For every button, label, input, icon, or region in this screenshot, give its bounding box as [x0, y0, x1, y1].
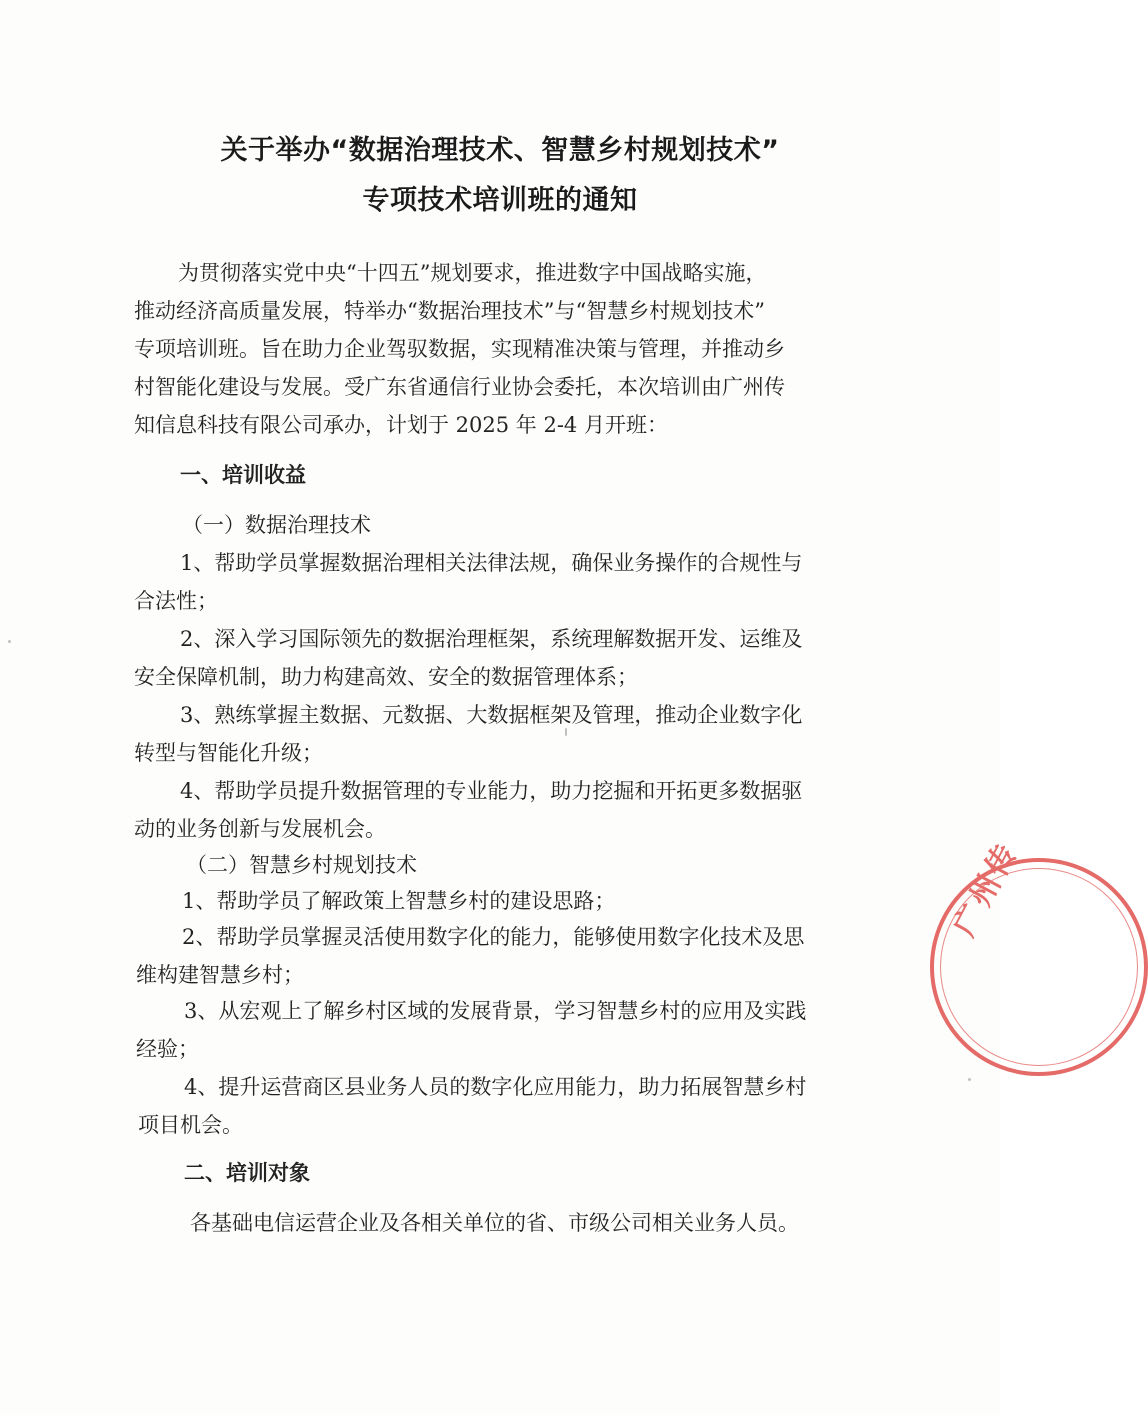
company-seal — [930, 835, 1148, 1076]
list-item-continuation: 经验； — [136, 1037, 199, 1061]
subsection-heading-smart-village: （二）智慧乡村规划技术 — [186, 853, 417, 877]
list-item: 4、提升运营商区县业务人员的数字化应用能力，助力拓展智慧乡村 — [184, 1075, 807, 1099]
intro-line: 推动经济高质量发展，特举办“数据治理技术”与“智慧乡村规划技术” — [134, 299, 765, 323]
list-item: 2、帮助学员掌握灵活使用数字化的能力，能够使用数字化技术及思 — [182, 925, 805, 949]
list-item-continuation: 项目机会。 — [138, 1113, 243, 1137]
list-item: 1、帮助学员了解政策上智慧乡村的建设思路； — [182, 889, 616, 913]
list-item-continuation: 维构建智慧乡村； — [136, 963, 304, 987]
list-item-continuation: 安全保障机制，助力构建高效、安全的数据管理体系； — [134, 665, 638, 689]
intro-line: 村智能化建设与发展。受广东省通信行业协会委托，本次培训由广州传 — [134, 375, 785, 399]
scan-speck — [968, 1078, 971, 1081]
list-item-continuation: 合法性； — [134, 589, 218, 613]
section-heading-benefits: 一、培训收益 — [180, 463, 306, 487]
list-item: 3、从宏观上了解乡村区域的发展背景，学习智慧乡村的应用及实践 — [184, 999, 807, 1023]
intro-line: 专项培训班。旨在助力企业驾驭数据，实现精准决策与管理，并推动乡 — [134, 337, 785, 361]
list-item: 4、帮助学员提升数据管理的专业能力，助力挖掘和开拓更多数据驱 — [180, 779, 803, 803]
section-heading-audience: 二、培训对象 — [184, 1161, 310, 1185]
subsection-heading-data-governance: （一）数据治理技术 — [182, 513, 371, 537]
seal-text: 广州传 — [947, 835, 1026, 943]
document-title-line2: 专项技术培训班的通知 — [362, 185, 638, 216]
list-item: 2、深入学习国际领先的数据治理框架，系统理解数据开发、运维及 — [180, 627, 803, 651]
intro-line: 知信息科技有限公司承办，计划于 2025 年 2-4 月开班： — [134, 413, 668, 437]
list-item-continuation: 转型与智能化升级； — [134, 741, 323, 765]
scan-speck — [8, 640, 11, 643]
audience-text: 各基础电信运营企业及各相关单位的省、市级公司相关业务人员。 — [190, 1211, 799, 1235]
scan-speck — [565, 728, 567, 736]
list-item: 1、帮助学员掌握数据治理相关法律法规，确保业务操作的合规性与 — [180, 551, 803, 575]
intro-line: 为贯彻落实党中央“十四五”规划要求，推进数字中国战略实施， — [178, 261, 767, 285]
document-title-line1: 关于举办“数据治理技术、智慧乡村规划技术” — [220, 135, 780, 166]
list-item: 3、熟练掌握主数据、元数据、大数据框架及管理，推动企业数字化 — [180, 703, 803, 727]
list-item-continuation: 动的业务创新与发展机会。 — [134, 817, 386, 841]
